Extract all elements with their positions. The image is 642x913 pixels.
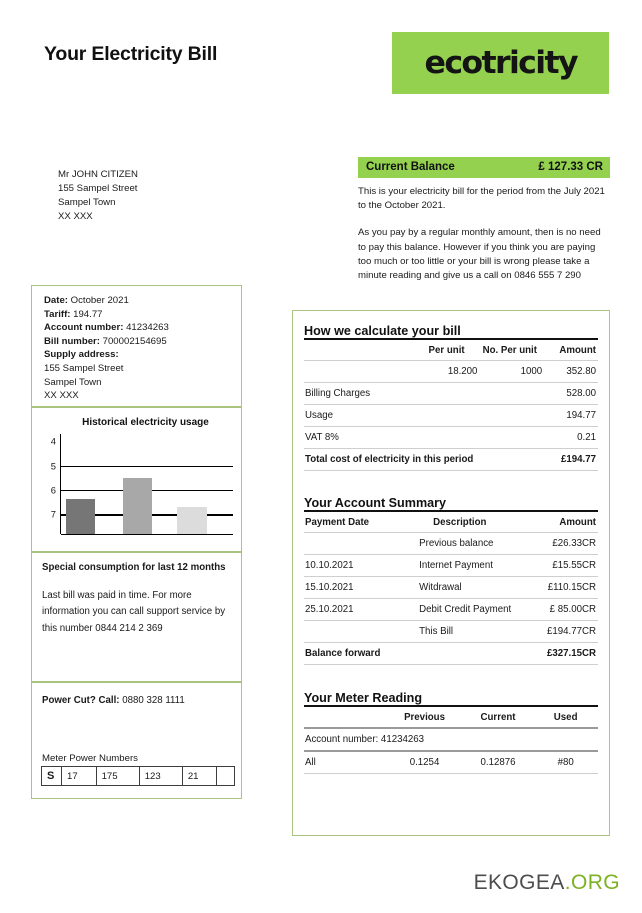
column-header: Description: [395, 511, 524, 533]
total-row: [304, 449, 598, 471]
supply-line-3: XX XXX: [44, 390, 79, 402]
footer-brand-name: EKOGEA: [473, 871, 565, 894]
ecotricity-logo: [392, 32, 609, 94]
meter-power-cell: 17: [62, 767, 97, 786]
meter-reading-table-body: [304, 728, 598, 774]
balance-forward-label: Balance forward: [304, 643, 524, 665]
table-cell: Usage: [304, 405, 416, 427]
meter-power-cell: 175: [96, 767, 139, 786]
chart-bar: [177, 507, 206, 534]
column-header: Previous: [386, 706, 462, 728]
power-cut-line: [32, 683, 241, 706]
table-cell: 0.21: [542, 427, 598, 449]
detail-bill-label: Bill number:: [44, 335, 100, 347]
table-cell: [416, 383, 478, 405]
chart-y-tick: 5: [50, 460, 56, 471]
address-line-3: Sampel Town: [58, 197, 116, 208]
customer-address: [58, 168, 138, 224]
table-cell: 0.1254: [386, 751, 462, 774]
detail-date-label: Date:: [44, 295, 68, 306]
special-consumption-body: Last bill was paid in time. For more information you can call support service by this number 0844 214 2 369: [42, 589, 226, 634]
meter-power-numbers-panel: [31, 682, 242, 799]
current-balance-bar: [358, 157, 610, 178]
table-cell: [416, 405, 478, 427]
chart-bar: [123, 478, 152, 534]
table-cell: £26.33CR: [524, 533, 598, 555]
usage-bar-chart: [42, 434, 233, 534]
detail-bill-number: [44, 335, 241, 349]
table-cell: Debit Credit Payment: [395, 599, 524, 621]
table-row: [304, 427, 598, 449]
column-header: Current: [463, 706, 534, 728]
chart-bar: [66, 499, 95, 534]
chart-y-tick: 4: [50, 435, 56, 447]
summary-table-header: [304, 511, 598, 533]
meter-reading-title: Your Meter Reading: [304, 691, 423, 705]
table-row: [304, 621, 598, 643]
table-cell: 194.77: [542, 405, 598, 427]
table-cell: This Bill: [395, 621, 524, 643]
footer-brand: [474, 871, 620, 895]
meter-power-numbers-table: [41, 766, 235, 786]
logo-text: ecotricity: [424, 45, 577, 81]
power-cut-label: Power Cut? Call:: [42, 695, 120, 706]
table-cell: VAT 8%: [304, 427, 416, 449]
column-header: Payment Date: [304, 511, 395, 533]
bill-details-list: [32, 286, 241, 403]
detail-bill-value: 700002154695: [102, 335, 167, 347]
supply-line-1: 155 Sampel Street: [44, 362, 124, 374]
historical-usage-panel: [31, 407, 242, 552]
calculate-table-body: [304, 361, 598, 471]
supply-line-2: Sampel Town: [44, 376, 102, 388]
account-number-cell: Account number: 41234263: [304, 728, 598, 751]
table-cell: 15.10.2021: [304, 577, 395, 599]
meter-reading-table: [304, 705, 598, 774]
detail-date: [44, 294, 241, 308]
bill-breakdown-panel: [292, 310, 610, 836]
column-header: No. Per unit: [477, 339, 542, 361]
table-row: [304, 555, 598, 577]
summary-section: [293, 471, 609, 665]
table-cell: [304, 361, 416, 383]
total-amount: £194.77: [542, 449, 598, 471]
page-title: Your Electricity Bill: [44, 43, 218, 65]
calculate-table: [304, 338, 598, 471]
table-row: [304, 383, 598, 405]
detail-account: [44, 321, 241, 335]
chart-axis-baseline: [61, 534, 233, 535]
detail-tariff-label: Tariff:: [44, 308, 71, 320]
footer-brand-suffix: .ORG: [564, 871, 620, 894]
table-cell: [477, 427, 542, 449]
balance-forward-amount: £327.15CR: [524, 643, 598, 665]
chart-y-tick: 7: [50, 508, 56, 520]
current-balance-block: [358, 157, 610, 283]
detail-supply-label: Supply address:: [44, 349, 119, 361]
column-header: Amount: [524, 511, 598, 533]
column-header: Per unit: [416, 339, 478, 361]
special-consumption-heading: Special consumption for last 12 months: [42, 562, 226, 573]
table-row: [304, 533, 598, 555]
meter-power-cell: 21: [182, 767, 217, 786]
detail-account-label: Account number:: [44, 322, 124, 334]
table-cell: 10.10.2021: [304, 555, 395, 577]
table-cell: [416, 427, 478, 449]
meter-power-cell: 123: [139, 767, 182, 786]
total-label: Total cost of electricity in this period: [304, 449, 542, 471]
chart-plot-area: [60, 434, 233, 534]
address-line-4: XX XXX: [58, 211, 93, 222]
table-cell: 352.80: [542, 361, 598, 383]
table-cell: Witdrawal: [395, 577, 524, 599]
table-cell: £ 85.00CR: [524, 599, 598, 621]
table-cell: #80: [533, 751, 598, 774]
column-header: [304, 339, 416, 361]
column-header: [304, 706, 386, 728]
table-cell: Billing Charges: [304, 383, 416, 405]
detail-supply-address: [44, 348, 241, 362]
address-line-2: 155 Sampel Street: [58, 183, 138, 194]
table-cell: [477, 405, 542, 427]
calculate-table-header: [304, 339, 598, 361]
calculate-title: How we calculate your bill: [304, 324, 461, 338]
account-number-row: [304, 728, 598, 751]
table-row: [304, 361, 598, 383]
current-balance-text: [358, 178, 610, 283]
detail-tariff-value: 194.77: [73, 308, 103, 320]
table-cell: Previous balance: [395, 533, 524, 555]
chart-bars: [61, 434, 233, 534]
table-cell: 1000: [477, 361, 542, 383]
summary-table: [304, 510, 598, 665]
current-balance-amount: £ 127.33 CR: [538, 161, 603, 173]
meter-reading-table-header: [304, 706, 598, 728]
meter-power-cell: [217, 767, 235, 786]
table-row: [304, 405, 598, 427]
chart-title: Historical electricity usage: [82, 417, 209, 428]
summary-table-body: [304, 533, 598, 665]
meter-power-cell: S: [42, 767, 62, 786]
column-header: Amount: [542, 339, 598, 361]
table-cell: £15.55CR: [524, 555, 598, 577]
balance-forward-row: [304, 643, 598, 665]
table-row: [304, 599, 598, 621]
table-cell: Internet Payment: [395, 555, 524, 577]
table-cell: [477, 383, 542, 405]
balance-paragraph-2: As you pay by a regular monthly amount, then is no need to pay this balance. However if you think you are paying too much or too little or your bill is wrong please take a minute reading and give us a call on 0846 555 7 290: [358, 227, 601, 282]
chart-y-tick: 6: [50, 484, 56, 496]
table-cell: All: [304, 751, 386, 774]
table-cell: £110.15CR: [524, 577, 598, 599]
table-cell: 528.00: [542, 383, 598, 405]
address-line-1: Mr JOHN CITIZEN: [58, 169, 138, 180]
power-cut-number: 0880 328 1111: [122, 695, 185, 706]
meter-power-numbers-label: Meter Power Numbers: [42, 753, 138, 764]
chart-y-axis-labels: [42, 434, 58, 534]
table-row: [42, 767, 235, 786]
current-balance-label: Current Balance: [366, 161, 455, 173]
table-cell: 0.12876: [463, 751, 534, 774]
table-cell: £194.77CR: [524, 621, 598, 643]
table-cell: 18.200: [416, 361, 478, 383]
bill-details-panel: [31, 285, 242, 407]
special-consumption-panel: [31, 552, 242, 682]
column-header: Used: [533, 706, 598, 728]
table-row: [304, 751, 598, 774]
detail-tariff: [44, 308, 241, 322]
table-cell: [304, 621, 395, 643]
detail-account-value: 41234263: [126, 322, 169, 334]
table-cell: 25.10.2021: [304, 599, 395, 621]
table-row: [304, 577, 598, 599]
detail-date-value: October 2021: [70, 295, 129, 306]
meter-reading-section: [293, 665, 609, 774]
balance-paragraph-1: This is your electricity bill for the period from the July 2021 to the October 2021.: [358, 186, 605, 212]
table-cell: [304, 533, 395, 555]
summary-title: Your Account Summary: [304, 496, 447, 510]
calculate-section: [293, 311, 609, 471]
